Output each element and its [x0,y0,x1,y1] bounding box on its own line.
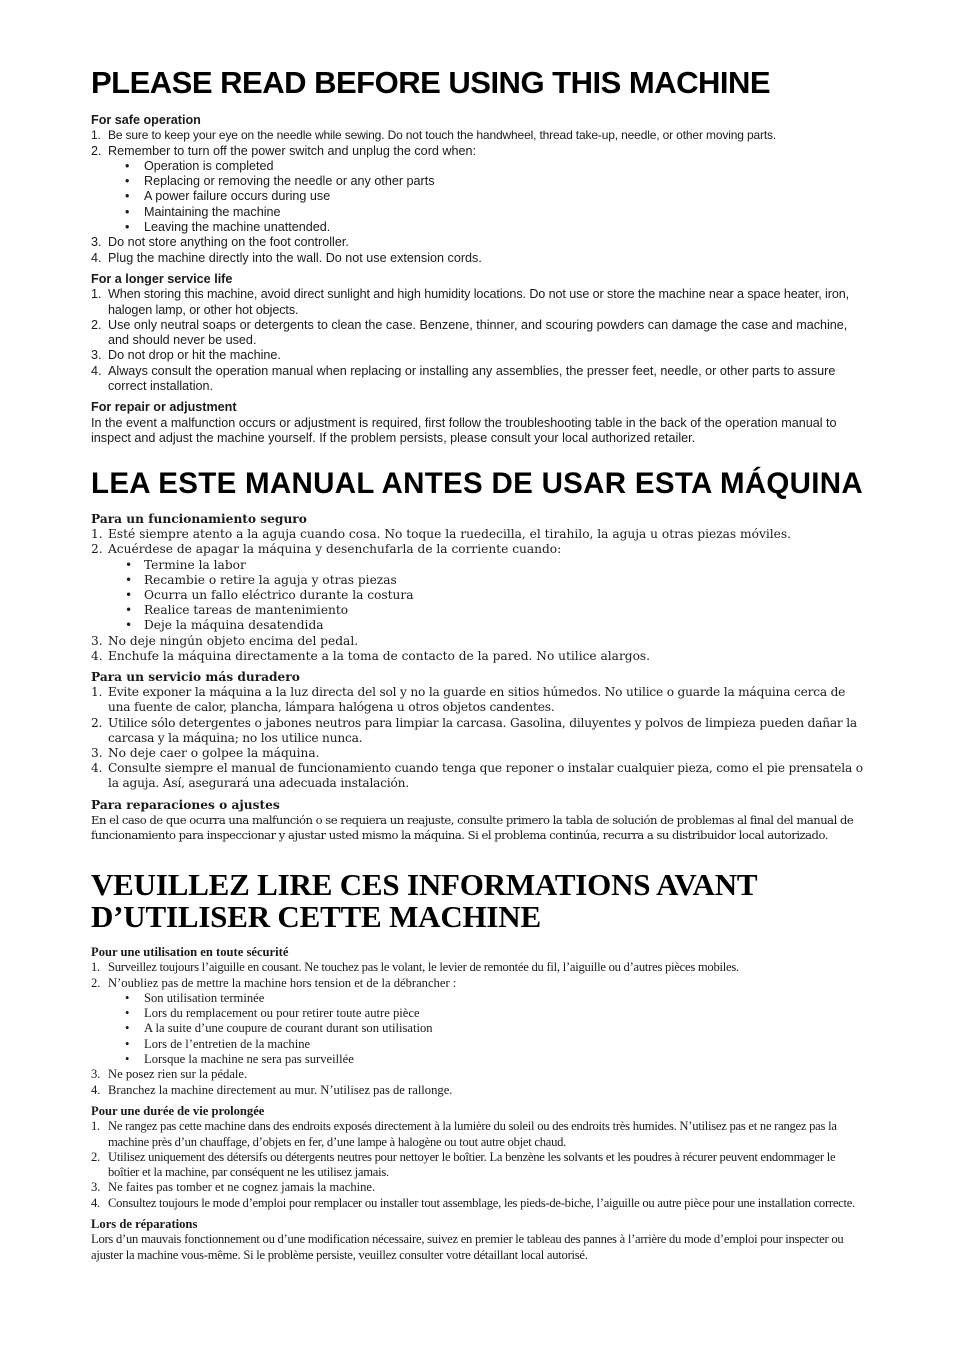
safe-operation-list [91,128,864,266]
list-item: 2. Utilice sólo detergentes o jabones neutros para limpiar la carcasa. Gasolina, diluyentes y polvos de limpieza pueden dañar la carcasa y la máquina; no los utilice nunca. [91,715,857,745]
list-item: 4. Consultez toujours le mode d’emploi pour remplacer ou installer tout assemblage, les pieds-de-biche, l’aiguille ou autre pièce pour une installation correcte. [91,1195,856,1210]
list-item: 3. No deje caer o golpee la máquina. [91,746,320,761]
list-item: 2. Utilisez uniquement des détersifs ou détergents neutres pour nettoyer le boîtier. La benzène les solvants et les poudres à récurer peuvent endommager le boîtier et la machine, par conséquent ne les utilisez jamais. [91,1149,836,1180]
bullet-item: • Lors de l’entretien de la machine [108,1037,864,1052]
service-life-list [91,1119,864,1211]
bullet-item: • Leaving the machine unattended. [108,220,864,235]
repair-heading: For repair or adjustment [91,400,237,415]
list-item: 1. Evite exponer la máquina a la luz directa del sol y no la guarde en sitios húmedos. No utilice o guarde la máquina cerca de una fuente de calor, plancha, lámpara halógena u otros objetos candentes. [91,685,846,715]
bullet-item: • Lorsque la machine ne sera pas surveillée [108,1052,864,1067]
bullet-item: • A la suite d’une coupure de courant durant son utilisation [108,1021,864,1036]
repair-heading: Para reparaciones o ajustes [91,797,280,812]
bullet-list [108,159,864,235]
english-section [91,64,864,446]
list-item: 4. Branchez la machine directement au mur. N’utilisez pas de rallonge. [91,1082,453,1097]
service-life-heading: For a longer service life [91,271,233,286]
bullet-item: • Termine la labor [108,558,864,573]
repair-heading: Lors de réparations [91,1217,198,1232]
safe-operation-heading: Pour une utilisation en toute sécurité [91,945,289,959]
bullet-item: • Ocurra un fallo eléctrico durante la costura [108,588,864,603]
bullet-list [108,558,864,634]
list-item: 3. Do not drop or hit the machine. [91,348,281,363]
list-item: 3. No deje ningún objeto encima del pedal. [91,633,359,648]
spanish-title: LEA ESTE MANUAL ANTES DE USAR ESTA MÁQUINA [91,467,863,500]
bullet-item: • Operation is completed [108,159,864,174]
repair-paragraph: En el caso de que ocurra una malfunción o se requiera un reajuste, consulte primero la tabla de solución de problemas al final del manual de funcionamiento para inspeccionar y ajustar usted mismo la máquina. Si el problema continúa, recurra a su distribuidor local autorizado. [91,812,854,843]
list-item: 2. Use only neutral soaps or detergents to clean the case. Benzene, thinner, and scouring powders can damage the case and machine, and should never be used. [91,317,848,348]
list-item: 3. Do not store anything on the foot controller. [91,235,349,250]
safe-operation-list [91,960,864,1098]
list-item: 4. Consulte siempre el manual de funcionamiento cuando tenga que reponer o instalar cualquier pieza, como el pie prensatela o la aguja. Así, asegurará una adecuada instalación. [91,761,863,791]
repair-paragraph: In the event a malfunction occurs or adjustment is required, first follow the troubleshooting table in the back of the operation manual to inspect and adjust the machine yourself. If the problem persists, please consult your local authorized retailer. [91,415,837,445]
bullet-item: • Replacing or removing the needle or any other parts [108,174,864,189]
spanish-section [91,466,864,843]
bullet-item: • Lors du remplacement ou pour retirer toute autre pièce [108,1006,864,1021]
safe-operation-heading: Para un funcionamiento seguro [91,512,307,526]
bullet-item: • A power failure occurs during use [108,189,864,204]
list-item: 4. Plug the machine directly into the wall. Do not use extension cords. [91,250,482,265]
service-life-list [91,685,864,791]
list-item: 2. Acuérdese de apagar la máquina y desenchufarla de la corriente cuando: • Termine la labor • Recambie o retire la aguja y otras piezas • Ocurra un fallo eléctrico durante la costura • Realice tareas de mantenimiento • Deje la máquina desatendida [91,542,864,633]
bullet-item: • Maintaining the machine [108,205,864,220]
list-item: 2. N’oubliez pas de mettre la machine hors tension et de la débrancher : • Son utilisation terminée • Lors du remplacement ou pour retirer toute autre pièce • A la suite d’une coupure de courant durant son utilisation • Lors de l’entretien de la machine • Lorsque la machine ne sera pas surveillée [91,976,864,1068]
bullet-item: • Realice tareas de mantenimiento [108,603,864,618]
service-life-heading: Pour une durée de vie prolongée [91,1103,265,1118]
list-item: 1. When storing this machine, avoid direct sunlight and high humidity locations. Do not use or store the machine near a space heater, iron, halogen lamp, or other hot objects. [91,287,850,317]
service-life-heading: Para un servicio más duradero [91,670,300,685]
list-item: 3. Ne faites pas tomber et ne cognez jamais la machine. [91,1180,376,1195]
list-item: 4. Enchufe la máquina directamente a la toma de contacto de la pared. No utilice alargos. [91,648,651,663]
english-title: PLEASE READ BEFORE USING THIS MACHINE [91,65,771,100]
safe-operation-list [91,527,864,664]
french-title: VEUILLEZ LIRE CES INFORMATIONS AVANT D’UTILISER CETTE MACHINE [91,867,757,934]
service-life-list [91,287,864,394]
bullet-item: • Son utilisation terminée [108,991,864,1006]
bullet-list [108,991,864,1067]
list-item: 4. Always consult the operation manual when replacing or installing any assemblies, the presser feet, needle, or other parts to assure correct installation. [91,363,836,394]
list-item: 1. Surveillez toujours l’aiguille en cousant. Ne touchez pas le volant, le levier de remontée du fil, l’aiguille ou d’autres pièces mobiles. [91,960,739,975]
safe-operation-heading: For safe operation [91,113,201,127]
repair-paragraph: Lors d’un mauvais fonctionnement ou d’une modification nécessaire, suivez en premier le tableau des pannes à l’arrière du mode d’emploi pour inspecter ou ajuster la machine vous-même. Si le problème persiste, veuillez consulter votre détaillant local autorisé. [91,1232,844,1262]
list-item: 1. Esté siempre atento a la aguja cuando cosa. No toque la ruedecilla, el tirahilo, la aguja u otras piezas móviles. [91,527,791,542]
bullet-item: • Deje la máquina desatendida [108,618,864,633]
list-item: 1. Be sure to keep your eye on the needle while sewing. Do not touch the handwheel, thread take-up, needle, or other moving parts. [91,128,777,143]
list-item: 1. Ne rangez pas cette machine dans des endroits exposés directement à la lumière du soleil ou des endroits très humides. N’utilisez pas et ne rangez pas la machine près d’un chauffage, d’objets en fer, d’une lampe à halogène ou tout autre objet chaud. [91,1119,837,1149]
french-section [91,869,864,1263]
list-item: 3. Ne posez rien sur la pédale. [91,1067,248,1082]
bullet-item: • Recambie o retire la aguja y otras piezas [108,573,864,588]
list-item: 2. Remember to turn off the power switch and unplug the cord when: • Operation is completed • Replacing or removing the needle or any other parts • A power failure occurs during use • Maintaining the machine • Leaving the machine unattended. [91,144,864,236]
